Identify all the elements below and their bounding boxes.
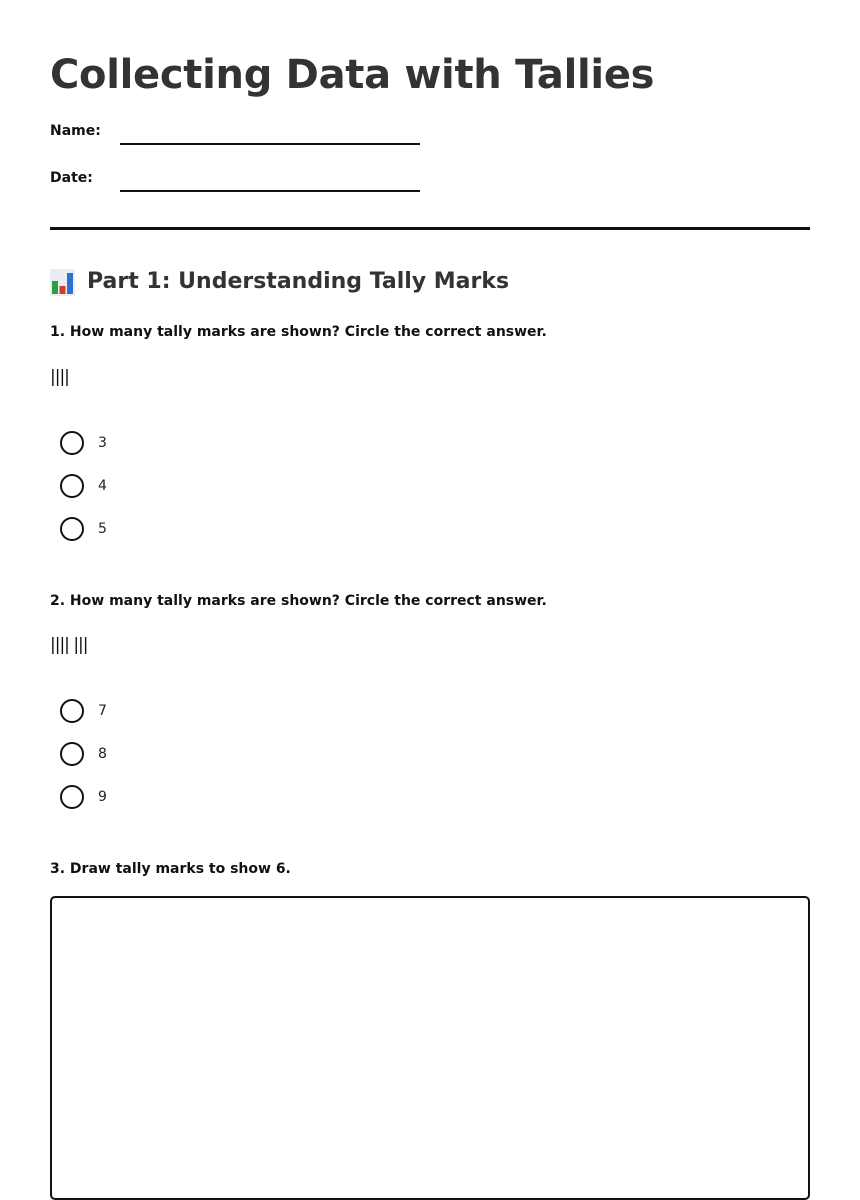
date-label: Date: [50, 170, 93, 186]
drawing-answer-box[interactable] [50, 896, 810, 1200]
q1-option-5[interactable] [60, 516, 107, 542]
radio-circle[interactable] [60, 699, 84, 723]
option-label: 7 [98, 703, 107, 719]
name-field[interactable] [50, 121, 450, 145]
bar-chart-icon [50, 269, 75, 296]
name-line[interactable] [120, 143, 420, 145]
name-label: Name: [50, 123, 101, 139]
q2-option-9[interactable] [60, 784, 107, 810]
option-label: 9 [98, 789, 107, 805]
section-title [50, 266, 509, 298]
page-title: Collecting Data with Tallies [50, 52, 655, 98]
q2-option-8[interactable] [60, 741, 107, 767]
q2-option-7[interactable] [60, 698, 107, 724]
date-field[interactable] [50, 168, 450, 192]
section-title-text: Part 1: Understanding Tally Marks [87, 269, 510, 294]
option-label: 8 [98, 746, 107, 762]
question-2-text: 2. How many tally marks are shown? Circle the correct answer. [50, 593, 547, 609]
question-1-tally: |||| [50, 367, 69, 387]
radio-circle[interactable] [60, 517, 84, 541]
question-3-text: 3. Draw tally marks to show 6. [50, 861, 291, 877]
radio-circle[interactable] [60, 742, 84, 766]
header-divider [50, 227, 810, 230]
option-label: 3 [98, 435, 107, 451]
radio-circle[interactable] [60, 474, 84, 498]
radio-circle[interactable] [60, 785, 84, 809]
question-1-text: 1. How many tally marks are shown? Circle the correct answer. [50, 324, 547, 340]
option-label: 4 [98, 478, 107, 494]
option-label: 5 [98, 521, 107, 537]
q1-option-4[interactable] [60, 473, 107, 499]
question-2-tally: |||| ||| [50, 635, 88, 655]
q1-option-3[interactable] [60, 430, 107, 456]
date-line[interactable] [120, 190, 420, 192]
radio-circle[interactable] [60, 431, 84, 455]
